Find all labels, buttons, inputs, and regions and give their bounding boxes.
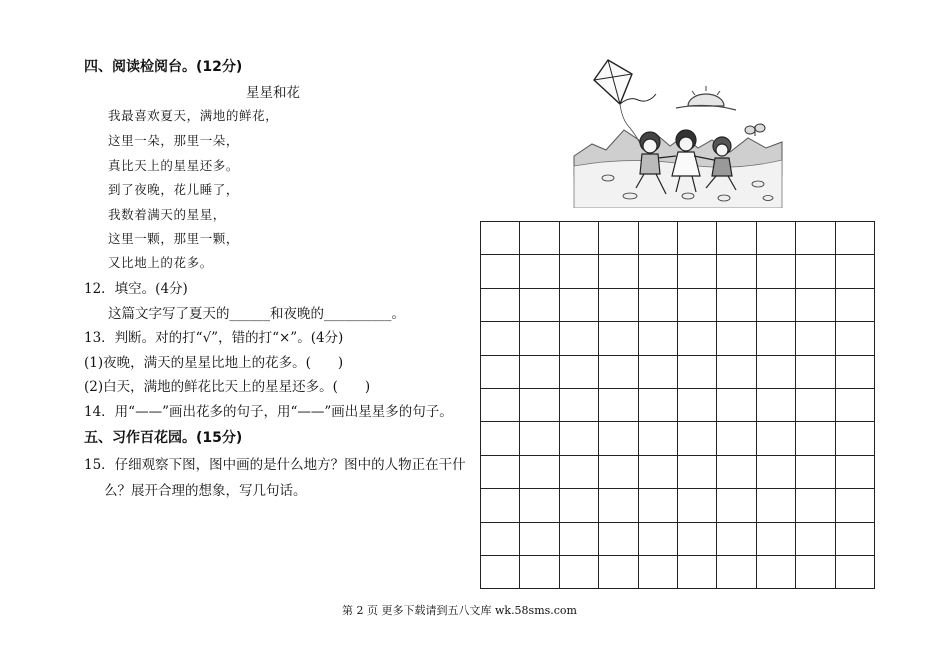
question-15-line: 么？展开合理的想象，写几句话。 <box>104 483 307 499</box>
grid-cell[interactable] <box>638 322 677 355</box>
grid-cell[interactable] <box>796 355 835 388</box>
grid-cell[interactable] <box>717 322 756 355</box>
grid-cell[interactable] <box>835 422 874 455</box>
grid-cell[interactable] <box>796 522 835 555</box>
grid-row <box>481 555 875 588</box>
grid-cell[interactable] <box>677 322 716 355</box>
grid-cell[interactable] <box>599 388 638 421</box>
grid-cell[interactable] <box>481 322 520 355</box>
butterfly-icon <box>745 124 765 136</box>
grid-cell[interactable] <box>796 555 835 588</box>
grid-cell[interactable] <box>599 322 638 355</box>
grid-cell[interactable] <box>520 455 559 488</box>
grid-cell[interactable] <box>559 422 598 455</box>
grid-cell[interactable] <box>796 489 835 522</box>
poem-line: 这里一朵，那里一朵， <box>108 133 240 148</box>
grid-row <box>481 455 875 488</box>
grid-cell[interactable] <box>677 555 716 588</box>
grid-cell[interactable] <box>638 255 677 288</box>
grid-cell[interactable] <box>677 255 716 288</box>
grid-cell[interactable] <box>638 222 677 255</box>
question-12-body: 这篇文字写了夏天的______和夜晚的__________。 <box>108 306 405 322</box>
grid-cell[interactable] <box>520 522 559 555</box>
grid-cell[interactable] <box>520 489 559 522</box>
grid-cell[interactable] <box>481 355 520 388</box>
grid-cell[interactable] <box>835 355 874 388</box>
grid-cell[interactable] <box>677 355 716 388</box>
grid-cell[interactable] <box>481 522 520 555</box>
grid-cell[interactable] <box>559 555 598 588</box>
grid-cell[interactable] <box>599 455 638 488</box>
grid-cell[interactable] <box>677 522 716 555</box>
grid-cell[interactable] <box>717 555 756 588</box>
grid-row <box>481 288 875 321</box>
grid-cell[interactable] <box>559 355 598 388</box>
grid-cell[interactable] <box>520 355 559 388</box>
grid-row <box>481 322 875 355</box>
poem-line: 真比天上的星星还多。 <box>108 158 240 173</box>
grid-cell[interactable] <box>717 522 756 555</box>
grid-cell[interactable] <box>756 522 795 555</box>
grid-cell[interactable] <box>796 222 835 255</box>
grid-cell[interactable] <box>599 489 638 522</box>
grid-cell[interactable] <box>559 255 598 288</box>
grid-cell[interactable] <box>520 555 559 588</box>
grid-cell[interactable] <box>756 555 795 588</box>
question-13-stem: 13．判断。对的打“√”，错的打“×”。(4分) <box>84 330 344 346</box>
grid-cell[interactable] <box>481 222 520 255</box>
grid-cell[interactable] <box>796 422 835 455</box>
grid-cell[interactable] <box>835 455 874 488</box>
grid-cell[interactable] <box>638 422 677 455</box>
grid-cell[interactable] <box>717 255 756 288</box>
grid-cell[interactable] <box>717 288 756 321</box>
grid-cell[interactable] <box>717 489 756 522</box>
grid-cell[interactable] <box>677 455 716 488</box>
grid-cell[interactable] <box>796 288 835 321</box>
poem-title: 星星和花 <box>246 85 300 101</box>
question-12-stem: 12．填空。(4分) <box>84 281 188 297</box>
grid-cell[interactable] <box>835 522 874 555</box>
grid-cell[interactable] <box>559 455 598 488</box>
grid-cell[interactable] <box>559 222 598 255</box>
grid-cell[interactable] <box>599 422 638 455</box>
kite-children-illustration <box>572 56 784 208</box>
grid-row <box>481 255 875 288</box>
grid-cell[interactable] <box>520 222 559 255</box>
grid-cell[interactable] <box>756 388 795 421</box>
grid-cell[interactable] <box>677 388 716 421</box>
grid-row <box>481 388 875 421</box>
grid-cell[interactable] <box>638 455 677 488</box>
grid-cell[interactable] <box>559 489 598 522</box>
grid-cell[interactable] <box>796 255 835 288</box>
grid-cell[interactable] <box>520 288 559 321</box>
grid-cell[interactable] <box>599 522 638 555</box>
grid-cell[interactable] <box>559 322 598 355</box>
grid-row <box>481 422 875 455</box>
grid-cell[interactable] <box>520 422 559 455</box>
grid-cell[interactable] <box>481 388 520 421</box>
grid-cell[interactable] <box>599 222 638 255</box>
question-15-line: 15．仔细观察下图，图中画的是什么地方？图中的人物正在干什 <box>84 457 466 473</box>
grid-cell[interactable] <box>520 255 559 288</box>
grid-cell[interactable] <box>599 288 638 321</box>
grid-cell[interactable] <box>520 388 559 421</box>
grid-cell[interactable] <box>756 489 795 522</box>
section-5-heading: 五、习作百花园。(15分) <box>84 430 243 446</box>
grid-cell[interactable] <box>835 388 874 421</box>
section-4-heading: 四、阅读检阅台。(12分) <box>84 59 243 75</box>
grid-cell[interactable] <box>481 455 520 488</box>
grid-cell[interactable] <box>835 555 874 588</box>
grid-cell[interactable] <box>835 288 874 321</box>
grid-cell[interactable] <box>835 489 874 522</box>
question-13-item: (2)白天，满地的鲜花比天上的星星还多。( ) <box>84 379 371 395</box>
grid-cell[interactable] <box>756 422 795 455</box>
grid-cell[interactable] <box>559 288 598 321</box>
question-13-item: (1)夜晚，满天的星星比地上的花多。( ) <box>84 355 344 371</box>
grid-cell[interactable] <box>717 455 756 488</box>
grid-cell[interactable] <box>756 455 795 488</box>
poem-line: 到了夜晚，花儿睡了， <box>108 182 240 197</box>
poem-line: 我最喜欢夏天，满地的鲜花， <box>108 108 279 123</box>
grid-cell[interactable] <box>756 255 795 288</box>
grid-row <box>481 489 875 522</box>
grid-cell[interactable] <box>796 455 835 488</box>
poem-line: 又比地上的花多。 <box>108 255 213 270</box>
grid-cell[interactable] <box>638 288 677 321</box>
grid-cell[interactable] <box>559 388 598 421</box>
grid-row <box>481 222 875 255</box>
grid-cell[interactable] <box>756 322 795 355</box>
grid-cell[interactable] <box>599 555 638 588</box>
grid-cell[interactable] <box>717 422 756 455</box>
grid-cell[interactable] <box>481 422 520 455</box>
grid-cell[interactable] <box>756 288 795 321</box>
grid-cell[interactable] <box>481 555 520 588</box>
writing-grid[interactable] <box>480 221 875 589</box>
grid-cell[interactable] <box>717 388 756 421</box>
grid-cell[interactable] <box>559 522 598 555</box>
grid-cell[interactable] <box>638 489 677 522</box>
grid-row <box>481 522 875 555</box>
grid-cell[interactable] <box>677 489 716 522</box>
grid-cell[interactable] <box>835 322 874 355</box>
grid-cell[interactable] <box>599 255 638 288</box>
grid-cell[interactable] <box>796 322 835 355</box>
grid-cell[interactable] <box>599 355 638 388</box>
poem-line: 我数着满天的星星， <box>108 207 226 222</box>
grid-cell[interactable] <box>717 355 756 388</box>
grid-cell[interactable] <box>638 522 677 555</box>
grid-cell[interactable] <box>717 222 756 255</box>
grid-cell[interactable] <box>835 222 874 255</box>
poem-line: 这里一颗，那里一颗， <box>108 231 240 246</box>
grid-cell[interactable] <box>835 255 874 288</box>
grid-cell[interactable] <box>796 388 835 421</box>
grid-cell[interactable] <box>677 422 716 455</box>
grid-cell[interactable] <box>638 555 677 588</box>
question-14-stem: 14．用“——”画出花多的句子，用“——”画出星星多的句子。 <box>84 404 453 420</box>
grid-cell[interactable] <box>677 288 716 321</box>
grid-cell[interactable] <box>756 355 795 388</box>
grid-cell[interactable] <box>520 322 559 355</box>
grid-cell[interactable] <box>638 355 677 388</box>
page-footer: 第 2 页 更多下载请到五八文库 wk.58sms.com <box>342 604 577 617</box>
grid-cell[interactable] <box>481 489 520 522</box>
grid-cell[interactable] <box>756 222 795 255</box>
grid-cell[interactable] <box>638 388 677 421</box>
grid-cell[interactable] <box>677 222 716 255</box>
grid-row <box>481 355 875 388</box>
grid-cell[interactable] <box>481 255 520 288</box>
grid-cell[interactable] <box>481 288 520 321</box>
